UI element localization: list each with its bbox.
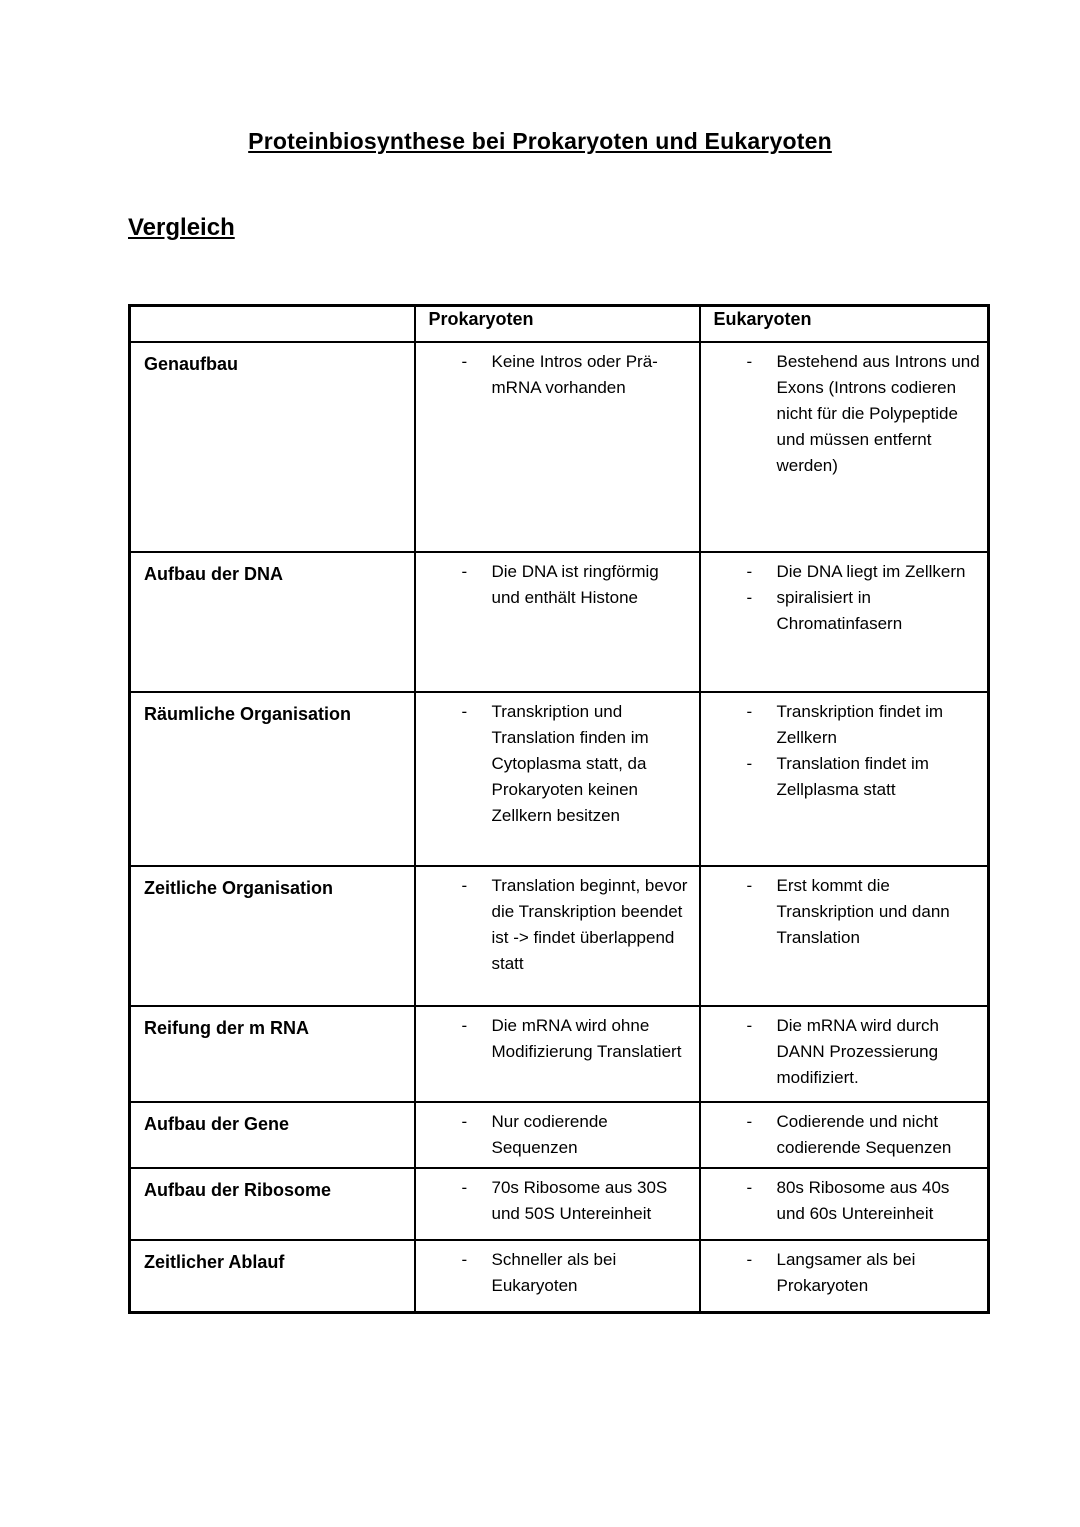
bullet-dash: - xyxy=(746,1178,753,1197)
bullet-dash: - xyxy=(461,352,468,371)
eukaryoten-cell xyxy=(700,692,989,866)
bullet-text: 80s Ribosome aus 40s und 60s Untereinheit xyxy=(776,1178,950,1223)
bullet-item xyxy=(701,1247,988,1299)
comparison-table xyxy=(128,304,990,1314)
table-row xyxy=(130,1240,989,1312)
bullet-dash: - xyxy=(746,562,753,581)
eukaryoten-cell xyxy=(700,1006,989,1102)
row-label: Aufbau der Ribosome xyxy=(130,1168,415,1240)
table-header xyxy=(130,306,989,343)
prokaryoten-cell xyxy=(415,1168,700,1240)
row-label: Aufbau der Gene xyxy=(130,1102,415,1168)
bullet-item xyxy=(416,699,699,829)
prokaryoten-cell xyxy=(415,342,700,552)
bullet-dash: - xyxy=(746,702,753,721)
eukaryoten-cell xyxy=(700,866,989,1006)
prokaryoten-cell xyxy=(415,1240,700,1312)
bullet-item xyxy=(701,873,988,951)
bullet-dash: - xyxy=(746,588,753,607)
bullet-item xyxy=(701,559,988,585)
prokaryoten-cell xyxy=(415,1006,700,1102)
table-row xyxy=(130,1102,989,1168)
bullet-item xyxy=(416,349,699,401)
bullet-text: Schneller als bei Eukaryoten xyxy=(491,1250,617,1295)
bullet-item xyxy=(416,873,699,977)
bullet-dash: - xyxy=(746,352,753,371)
prokaryoten-cell xyxy=(415,866,700,1006)
bullet-dash: - xyxy=(461,562,468,581)
eukaryoten-cell xyxy=(700,1102,989,1168)
bullet-text: Erst kommt die Transkription und dann Translation xyxy=(776,876,950,947)
bullet-dash: - xyxy=(461,1250,468,1269)
bullet-text: Die mRNA wird ohne Modifizierung Translatiert xyxy=(491,1016,682,1061)
bullet-text: Bestehend aus Introns und Exons (Introns codieren nicht für die Polypeptide und müssen entfernt werden) xyxy=(776,352,980,475)
row-label: Aufbau der DNA xyxy=(130,552,415,692)
row-label: Genaufbau xyxy=(130,342,415,552)
document-title: Proteinbiosynthese bei Prokaryoten und Eukaryoten xyxy=(248,128,832,154)
eukaryoten-cell xyxy=(700,342,989,552)
bullet-text: Langsamer als bei Prokaryoten xyxy=(776,1250,916,1295)
bullet-dash: - xyxy=(461,876,468,895)
row-label: Reifung der m RNA xyxy=(130,1006,415,1102)
bullet-text: Die mRNA wird durch DANN Prozessierung modifiziert. xyxy=(776,1016,939,1087)
bullet-item xyxy=(701,349,988,479)
bullet-text: Die DNA liegt im Zellkern xyxy=(776,562,966,581)
bullet-dash: - xyxy=(746,876,753,895)
bullet-item xyxy=(701,751,988,803)
row-label: Zeitlicher Ablauf xyxy=(130,1240,415,1312)
bullet-item xyxy=(701,1013,988,1091)
bullet-dash: - xyxy=(746,1016,753,1035)
bullet-text: spiralisiert in Chromatinfasern xyxy=(776,588,903,633)
bullet-dash: - xyxy=(746,1112,753,1131)
table-row xyxy=(130,866,989,1006)
table-row xyxy=(130,1168,989,1240)
prokaryoten-cell xyxy=(415,1102,700,1168)
table-row xyxy=(130,1006,989,1102)
bullet-text: Translation findet im Zellplasma statt xyxy=(776,754,929,799)
eukaryoten-cell xyxy=(700,552,989,692)
header-cell-prokaryoten: Prokaryoten xyxy=(415,306,700,343)
table-row xyxy=(130,552,989,692)
bullet-item xyxy=(416,559,699,611)
bullet-text: Nur codierende Sequenzen xyxy=(491,1112,608,1157)
bullet-text: Transkription findet im Zellkern xyxy=(776,702,944,747)
bullet-text: Keine Intros oder Prä-mRNA vorhanden xyxy=(491,352,658,397)
bullet-item xyxy=(416,1175,699,1227)
eukaryoten-cell xyxy=(700,1240,989,1312)
row-label: Räumliche Organisation xyxy=(130,692,415,866)
bullet-item xyxy=(701,1109,988,1161)
bullet-item xyxy=(416,1247,699,1299)
row-label: Zeitliche Organisation xyxy=(130,866,415,1006)
bullet-text: Codierende und nicht codierende Sequenzen xyxy=(776,1112,952,1157)
eukaryoten-cell xyxy=(700,1168,989,1240)
header-cell-empty xyxy=(130,306,415,343)
comparison-table-wrapper xyxy=(128,304,990,1314)
section-heading: Vergleich xyxy=(128,214,235,241)
bullet-dash: - xyxy=(746,1250,753,1269)
bullet-text: Die DNA ist ringförmig und enthält Histone xyxy=(491,562,659,607)
bullet-dash: - xyxy=(461,702,468,721)
bullet-text: Transkription und Translation finden im Cytoplasma statt, da Prokaryoten keinen Zellkern besitzen xyxy=(491,702,649,825)
header-row xyxy=(130,306,989,343)
bullet-dash: - xyxy=(461,1112,468,1131)
bullet-item xyxy=(701,585,988,637)
prokaryoten-cell xyxy=(415,552,700,692)
bullet-dash: - xyxy=(461,1178,468,1197)
bullet-text: Translation beginnt, bevor die Transkription beendet ist -> findet überlappend statt xyxy=(491,876,688,973)
bullet-dash: - xyxy=(746,754,753,773)
bullet-dash: - xyxy=(461,1016,468,1035)
bullet-item xyxy=(416,1109,699,1161)
bullet-text: 70s Ribosome aus 30S und 50S Untereinheit xyxy=(491,1178,668,1223)
bullet-item xyxy=(416,1013,699,1065)
prokaryoten-cell xyxy=(415,692,700,866)
bullet-item xyxy=(701,1175,988,1227)
table-row xyxy=(130,692,989,866)
header-cell-eukaryoten: Eukaryoten xyxy=(700,306,989,343)
bullet-item xyxy=(701,699,988,751)
comparison-table-body xyxy=(130,342,989,1312)
table-row xyxy=(130,342,989,552)
